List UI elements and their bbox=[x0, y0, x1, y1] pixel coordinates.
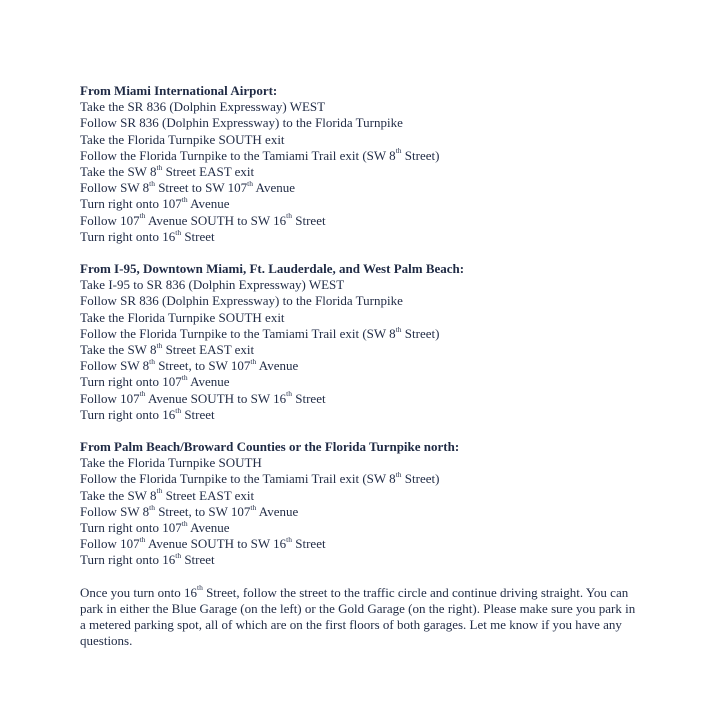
text-segment: Street, to SW 107 bbox=[154, 503, 251, 519]
text-segment: Street EAST exit bbox=[162, 164, 255, 180]
ordinal-suffix: th bbox=[286, 211, 292, 221]
text-segment: Follow the Florida Turnpike to the Tamiami Trail exit (SW 8 bbox=[80, 471, 396, 487]
text-segment: Follow 107 bbox=[80, 536, 140, 552]
text-segment: Turn right onto 16 bbox=[80, 228, 176, 244]
ordinal-suffix: th bbox=[149, 178, 155, 188]
direction-step bbox=[80, 471, 640, 487]
direction-step bbox=[80, 277, 640, 293]
ordinal-suffix: th bbox=[175, 405, 182, 415]
text-segment: Take the SR 836 (Dolphin Expressway) WEST bbox=[80, 99, 326, 115]
direction-step bbox=[80, 293, 640, 309]
direction-step bbox=[80, 180, 640, 196]
direction-step bbox=[80, 213, 640, 229]
text-segment: Follow 107 bbox=[80, 212, 140, 228]
text-segment: Avenue SOUTH to SW 16 bbox=[145, 212, 287, 228]
text-segment: Follow SR 836 (Dolphin Expressway) to the Florida Turnpike bbox=[80, 293, 403, 309]
text-segment: Avenue SOUTH to SW 16 bbox=[145, 536, 287, 552]
ordinal-suffix: th bbox=[181, 195, 188, 205]
direction-step bbox=[80, 99, 640, 115]
text-segment: Follow the Florida Turnpike to the Tamiami Trail exit (SW 8 bbox=[80, 147, 396, 163]
text-segment: Street bbox=[292, 536, 326, 552]
text-segment: Follow SW 8 bbox=[80, 358, 150, 374]
text-segment: Follow SR 836 (Dolphin Expressway) to the Florida Turnpike bbox=[80, 115, 403, 131]
text-segment: Avenue bbox=[187, 520, 230, 536]
ordinal-suffix: th bbox=[286, 389, 292, 399]
direction-step bbox=[80, 132, 640, 148]
direction-step bbox=[80, 326, 640, 342]
section-heading: From Miami International Airport: bbox=[80, 83, 278, 98]
text-segment: Street EAST exit bbox=[162, 342, 255, 358]
ordinal-suffix: th bbox=[250, 502, 257, 512]
ordinal-suffix: th bbox=[250, 356, 257, 366]
ordinal-suffix: th bbox=[395, 324, 402, 334]
text-segment: Street, to SW 107 bbox=[154, 358, 251, 374]
text-segment: Once you turn onto 16 bbox=[80, 584, 197, 600]
text-segment: Turn right onto 16 bbox=[80, 406, 176, 422]
text-segment: Street bbox=[292, 390, 326, 406]
section-heading: From I-95, Downtown Miami, Ft. Lauderdale, and West Palm Beach: bbox=[80, 261, 465, 277]
direction-step bbox=[80, 196, 640, 212]
directions-document bbox=[80, 83, 640, 650]
text-segment: Street, follow the street to the traffic circle and continue driving straight. You can park in either the Blue Garage (on the left) or the Gold Garage (on the right). Please make sure you park in a metered parking spot, all of which are on the first floors of both garages. Let me know if you have any questions. bbox=[80, 584, 636, 649]
ordinal-suffix: th bbox=[196, 583, 203, 593]
ordinal-suffix: th bbox=[156, 486, 163, 496]
text-segment: Take the Florida Turnpike SOUTH exit bbox=[80, 309, 285, 325]
text-segment: Street EAST exit bbox=[162, 487, 255, 503]
ordinal-suffix: th bbox=[139, 534, 146, 544]
direction-step bbox=[80, 358, 640, 374]
text-segment: Avenue bbox=[187, 196, 230, 212]
text-segment: Street bbox=[181, 552, 215, 568]
direction-step bbox=[80, 148, 640, 164]
directions-sections bbox=[80, 83, 640, 569]
ordinal-suffix: th bbox=[181, 518, 188, 528]
direction-step bbox=[80, 455, 640, 471]
ordinal-suffix: th bbox=[247, 178, 253, 188]
text-segment: Avenue SOUTH to SW 16 bbox=[145, 390, 287, 406]
section-heading: From Palm Beach/Broward Counties or the Florida Turnpike north: bbox=[80, 439, 460, 455]
text-segment: Street bbox=[181, 406, 215, 422]
direction-step bbox=[80, 229, 640, 245]
text-segment: Street) bbox=[401, 147, 440, 163]
text-segment: Turn right onto 107 bbox=[80, 520, 182, 536]
ordinal-suffix: th bbox=[175, 551, 182, 561]
text-segment: Take I-95 to SR 836 (Dolphin Expressway) WEST bbox=[80, 277, 345, 293]
ordinal-suffix: th bbox=[156, 340, 163, 350]
direction-step bbox=[80, 520, 640, 536]
text-segment: Follow the Florida Turnpike to the Tamiami Trail exit (SW 8 bbox=[80, 325, 396, 341]
text-segment: Take the SW 8 bbox=[80, 164, 157, 180]
ordinal-suffix: th bbox=[139, 389, 146, 399]
directions-section bbox=[80, 261, 640, 423]
direction-step bbox=[80, 310, 640, 326]
direction-step bbox=[80, 407, 640, 423]
text-segment: Follow 107 bbox=[80, 390, 140, 406]
text-segment: Avenue bbox=[256, 358, 299, 374]
text-segment: Street to SW 107 bbox=[154, 180, 248, 196]
ordinal-suffix: th bbox=[149, 502, 155, 512]
directions-section bbox=[80, 439, 640, 569]
text-segment: Turn right onto 107 bbox=[80, 374, 182, 390]
direction-step bbox=[80, 536, 640, 552]
text-segment: Avenue bbox=[256, 503, 299, 519]
direction-step bbox=[80, 374, 640, 390]
direction-step bbox=[80, 391, 640, 407]
ordinal-suffix: th bbox=[156, 162, 163, 172]
ordinal-suffix: th bbox=[139, 211, 146, 221]
closing-paragraph bbox=[80, 585, 640, 650]
ordinal-suffix: th bbox=[181, 373, 188, 383]
ordinal-suffix: th bbox=[395, 470, 402, 480]
text-segment: Take the SW 8 bbox=[80, 342, 157, 358]
ordinal-suffix: th bbox=[149, 356, 155, 366]
text-segment: Street bbox=[292, 212, 326, 228]
text-segment: Street) bbox=[401, 471, 440, 487]
ordinal-suffix: th bbox=[286, 534, 292, 544]
text-segment: Take the SW 8 bbox=[80, 487, 157, 503]
direction-step bbox=[80, 504, 640, 520]
direction-step bbox=[80, 342, 640, 358]
text-segment: Street) bbox=[401, 325, 440, 341]
text-segment: Avenue bbox=[187, 374, 230, 390]
text-segment: Follow SW 8 bbox=[80, 503, 150, 519]
text-segment: Take the Florida Turnpike SOUTH bbox=[80, 455, 262, 471]
ordinal-suffix: th bbox=[175, 227, 182, 237]
direction-step bbox=[80, 488, 640, 504]
text-segment: Turn right onto 16 bbox=[80, 552, 176, 568]
text-segment: Take the Florida Turnpike SOUTH exit bbox=[80, 131, 285, 147]
text-segment: Follow SW 8 bbox=[80, 180, 150, 196]
direction-step bbox=[80, 115, 640, 131]
text-segment: Street bbox=[181, 228, 215, 244]
directions-section bbox=[80, 83, 640, 245]
direction-step bbox=[80, 164, 640, 180]
ordinal-suffix: th bbox=[395, 146, 402, 156]
direction-step bbox=[80, 552, 640, 568]
text-segment: Avenue bbox=[253, 180, 295, 196]
text-segment: Turn right onto 107 bbox=[80, 196, 182, 212]
